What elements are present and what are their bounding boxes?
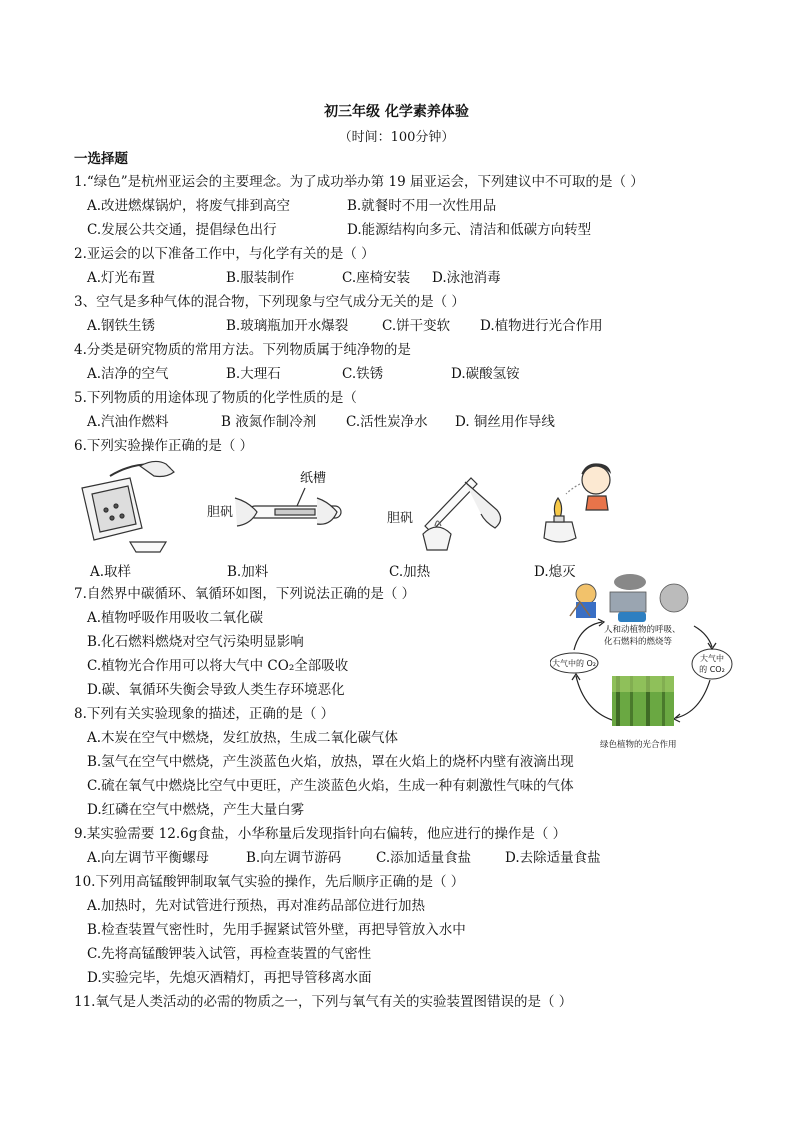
person-blowing-lamp-illustration xyxy=(544,464,610,542)
reagent-bottle-illustration xyxy=(82,461,174,552)
question-10-option-b: B.检查装置气密性时，先用手握紧试管外壁，再把导管放入水中 xyxy=(87,922,466,938)
question-7-stem: 7.自然界中碳循环、氧循环如图，下列说法正确的是（ ） xyxy=(74,586,416,602)
combustion-label: 化石燃料的燃烧等 xyxy=(604,637,673,647)
question-9-option-a: A.向左调节平衡螺母 xyxy=(87,850,210,866)
paper-trough-label: 纸槽 xyxy=(300,471,327,486)
question-5-stem: 5.下列物质的用途体现了物质的化学性质的是（ xyxy=(74,390,357,406)
question-4-stem: 4.分类是研究物质的常用方法。下列物质属于纯净物的是 xyxy=(74,342,411,358)
co2-label-line1: 大气中 xyxy=(700,654,724,663)
question-5-option-a: A.汽油作燃料 xyxy=(87,414,169,430)
question-7-option-b: B.化石燃料燃烧对空气污染明显影响 xyxy=(87,634,304,650)
question-9-stem: 9.某实验需要 12.6g食盐，小华称量后发现指针向右偏转，他应进行的操作是（ ） xyxy=(74,826,567,842)
question-4-option-b: B.大理石 xyxy=(226,366,281,382)
question-2-option-b: B.服装制作 xyxy=(226,270,295,286)
question-8-stem: 8.下列有关实验现象的描述，正确的是（ ） xyxy=(74,706,335,722)
carbon-oxygen-cycle-diagram xyxy=(550,572,745,752)
question-6-caption-b: B.加料 xyxy=(227,564,269,580)
question-6-stem: 6.下列实验操作正确的是（ ） xyxy=(74,438,254,454)
question-4-option-d: D.碳酸氢铵 xyxy=(451,366,520,382)
question-5-option-b: B 液氮作制冷剂 xyxy=(221,414,317,430)
question-5-option-c: C.活性炭净水 xyxy=(346,414,428,430)
co2-label-line2: 的 CO₂ xyxy=(699,665,725,674)
question-6-caption-c: C.加热 xyxy=(389,564,431,580)
question-7-option-a: A.植物呼吸作用吸收二氧化碳 xyxy=(87,610,264,626)
question-3-option-b: B.玻璃瓶加开水爆裂 xyxy=(226,318,349,334)
figure-6c-heating xyxy=(385,470,520,556)
respiration-label: 人和动植物的呼吸、 xyxy=(604,625,681,635)
question-3-option-a: A.钢铁生锈 xyxy=(87,318,156,334)
question-9-option-b: B.向左调节游码 xyxy=(246,850,342,866)
question-10-option-c: C.先将高锰酸钾装入试管，再检查装置的气密性 xyxy=(87,946,372,962)
o2-label: 大气中的 O₂ xyxy=(551,659,597,668)
question-6-caption-d: D.熄灭 xyxy=(534,564,576,580)
heating-tube-illustration xyxy=(423,478,501,550)
alum-label-c: 胆矾 xyxy=(387,511,414,526)
figure-6a-sampling xyxy=(70,458,200,556)
question-5-option-d: D. 铜丝用作导线 xyxy=(455,414,555,430)
question-7-option-c: C.植物光合作用可以将大气中 CO₂全部吸收 xyxy=(87,658,349,674)
question-1-stem: 1.“绿色”是杭州亚运会的主要理念。为了成功举办第 19 届亚运会，下列建议中不可取的是（ ） xyxy=(74,174,644,190)
question-11-stem: 11.氧气是人类活动的必需的物质之一，下列与氧气有关的实验装置图错误的是（ ） xyxy=(74,994,573,1010)
figure-6b-adding xyxy=(205,468,355,538)
question-3-stem: 3、空气是多种气体的混合物，下列现象与空气成分无关的是（ ） xyxy=(74,294,465,310)
question-1-option-a: A.改进燃煤锅炉，将废气排到高空 xyxy=(87,198,291,214)
question-8-option-d: D.红磷在空气中燃烧，产生大量白雾 xyxy=(87,802,305,818)
question-9-option-c: C.添加适量食盐 xyxy=(376,850,472,866)
question-1-option-b: B.就餐时不用一次性用品 xyxy=(347,198,497,214)
page-title: 初三年级 化学素养体验 xyxy=(324,104,469,120)
question-3-option-d: D.植物进行光合作用 xyxy=(480,318,603,334)
question-8-option-b: B.氢气在空气中燃烧，产生淡蓝色火焰，放热，罩在火焰上的烧杯内壁有液滴出现 xyxy=(87,754,574,770)
question-4-option-a: A.洁净的空气 xyxy=(87,366,169,382)
question-6-caption-a: A.取样 xyxy=(90,564,132,580)
test-tube-horizontal xyxy=(235,488,341,526)
question-2-option-c: C.座椅安装 xyxy=(342,270,411,286)
question-10-option-a: A.加热时，先对试管进行预热，再对准药品部位进行加热 xyxy=(87,898,426,914)
question-10-stem: 10.下列用高锰酸钾制取氧气实验的操作，先后顺序正确的是（ ） xyxy=(74,874,465,890)
question-1-option-c: C.发展公共交通，提倡绿色出行 xyxy=(87,222,277,238)
question-1-option-d: D.能源结构向多元、清洁和低碳方向转型 xyxy=(347,222,592,238)
section-heading: 一选择题 xyxy=(74,151,128,167)
question-2-stem: 2.亚运会的以下准备工作中，与化学有关的是（ ） xyxy=(74,246,375,262)
photosynthesis-label: 绿色植物的光合作用 xyxy=(600,740,677,750)
question-4-option-c: C.铁锈 xyxy=(342,366,384,382)
alum-label-b: 胆矾 xyxy=(207,505,234,520)
question-8-option-c: C.硫在氧气中燃烧比空气中更旺，产生淡蓝色火焰，生成一种有刺激性气味的气体 xyxy=(87,778,574,794)
question-3-option-c: C.饼干变软 xyxy=(382,318,451,334)
figure-6d-extinguish xyxy=(536,458,616,556)
question-7-option-d: D.碳、氧循环失衡会导致人类生存环境恶化 xyxy=(87,682,345,698)
question-9-option-d: D.去除适量食盐 xyxy=(505,850,601,866)
question-2-option-a: A.灯光布置 xyxy=(87,270,156,286)
forest-photo xyxy=(612,676,674,726)
page-subtitle: （时间：100分钟） xyxy=(338,130,455,145)
question-8-option-a: A.木炭在空气中燃烧，发红放热，生成二氧化碳气体 xyxy=(87,730,399,746)
question-2-option-d: D.泳池消毒 xyxy=(432,270,501,286)
cycle-top-illustration xyxy=(570,574,688,622)
question-10-option-d: D.实验完毕，先熄灭酒精灯，再把导管移离水面 xyxy=(87,970,372,986)
